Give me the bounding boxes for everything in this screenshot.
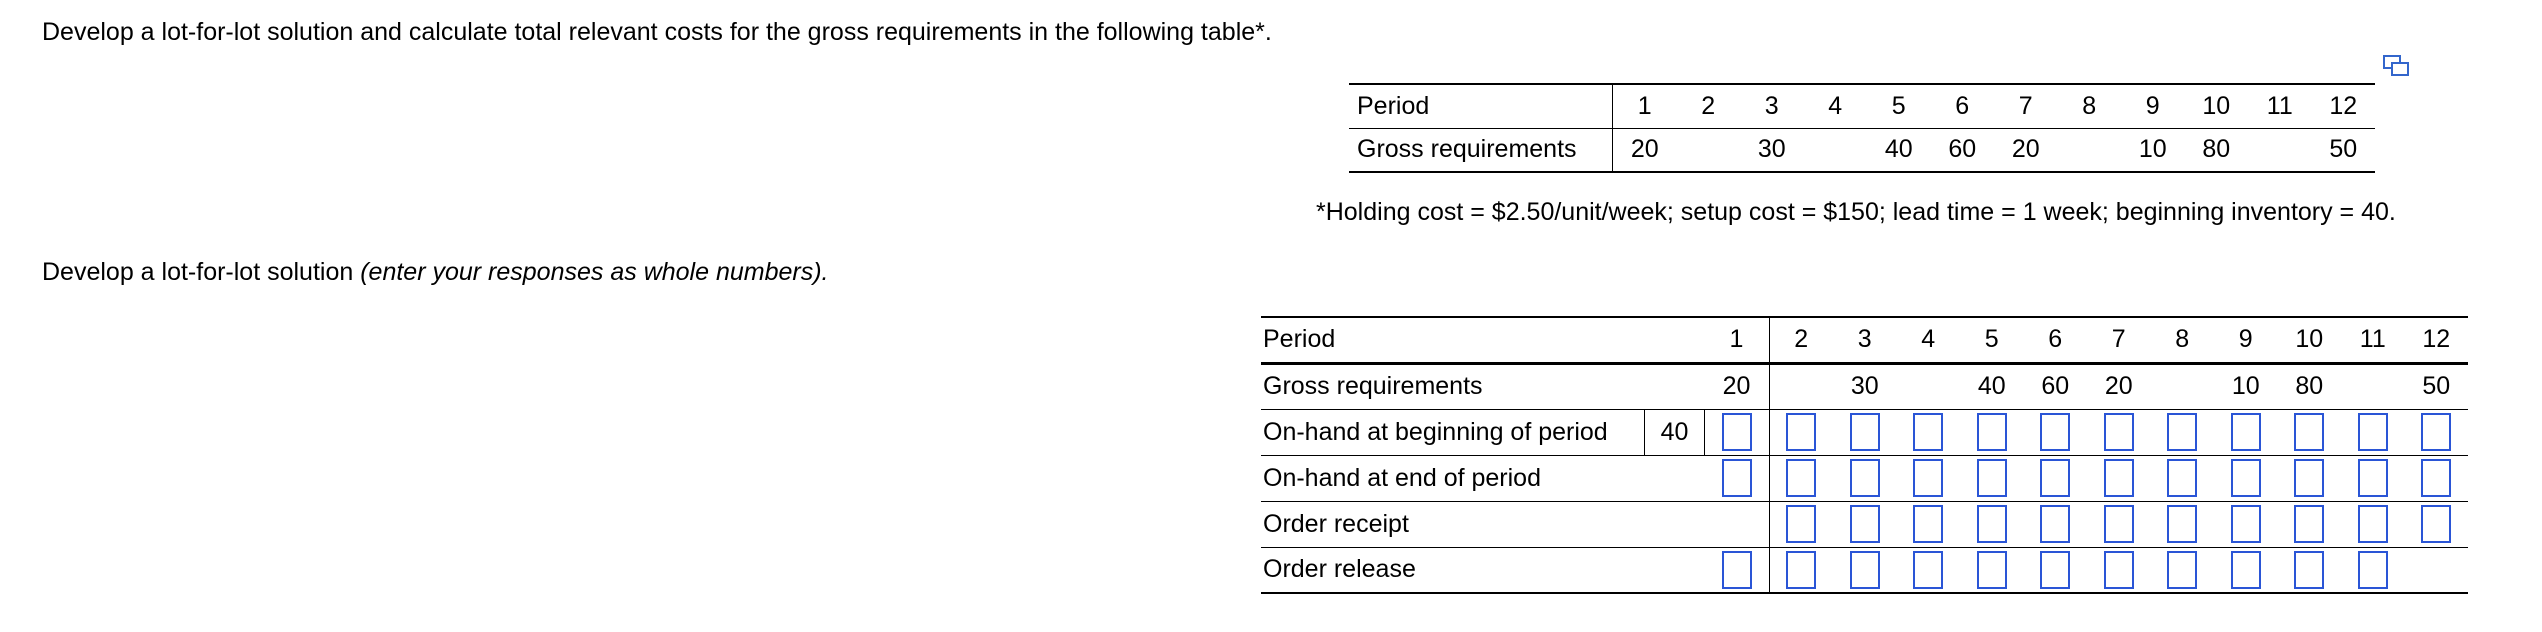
order-receipt-input-2[interactable]	[1786, 505, 1816, 543]
answer-period-12: 12	[2405, 317, 2469, 363]
order-release-cell-12	[2405, 547, 2469, 593]
on-hand-end-input-4[interactable]	[1913, 459, 1943, 497]
given-period-2: 2	[1677, 84, 1741, 128]
answer-period-11: 11	[2341, 317, 2405, 363]
given-gross-row	[1349, 128, 2375, 172]
order-release-input-3[interactable]	[1850, 551, 1880, 589]
order-release-label: Order release	[1263, 555, 1416, 584]
given-gross-11	[2248, 128, 2312, 172]
on-hand-end-input-1[interactable]	[1722, 459, 1752, 497]
given-table	[1349, 83, 2375, 173]
order-release-input-11[interactable]	[2358, 551, 2388, 589]
answer-gross-label: Gross requirements	[1261, 363, 1705, 409]
given-period-3: 3	[1740, 84, 1804, 128]
on-hand-begin-row	[1261, 409, 2468, 455]
answer-period-10: 10	[2278, 317, 2342, 363]
on-hand-end-input-9[interactable]	[2231, 459, 2261, 497]
order-release-input-7[interactable]	[2104, 551, 2134, 589]
on-hand-begin-input-6[interactable]	[2040, 413, 2070, 451]
on-hand-begin-input-4[interactable]	[1913, 413, 1943, 451]
given-gross-3: 30	[1757, 135, 1786, 164]
on-hand-begin-label: On-hand at beginning of period	[1261, 409, 1645, 455]
answer-gross-10: 80	[2278, 363, 2342, 409]
given-gross-label: Gross requirements	[1349, 128, 1613, 172]
answer-period-label: Period	[1261, 317, 1705, 363]
given-gross-9: 10	[2138, 135, 2167, 164]
answer-period-4: 4	[1897, 317, 1961, 363]
on-hand-end-input-10[interactable]	[2294, 459, 2324, 497]
given-gross-4	[1804, 128, 1868, 172]
given-gross-6: 60	[1948, 135, 1977, 164]
given-period-4: 4	[1804, 84, 1868, 128]
order-release-input-9[interactable]	[2231, 551, 2261, 589]
given-period-10: 10	[2185, 84, 2249, 128]
order-receipt-input-10[interactable]	[2294, 505, 2324, 543]
order-receipt-input-8[interactable]	[2167, 505, 2197, 543]
on-hand-end-input-2[interactable]	[1786, 459, 1816, 497]
on-hand-end-input-6[interactable]	[2040, 459, 2070, 497]
on-hand-begin-input-1[interactable]	[1722, 413, 1752, 451]
answer-gross-7: 20	[2087, 363, 2151, 409]
given-period-11: 11	[2248, 84, 2312, 128]
on-hand-end-input-12[interactable]	[2421, 459, 2451, 497]
answer-gross-row	[1261, 363, 2468, 409]
answer-gross-8	[2151, 363, 2215, 409]
given-period-8: 8	[2058, 84, 2122, 128]
on-hand-end-input-11[interactable]	[2358, 459, 2388, 497]
answer-period-3: 3	[1833, 317, 1897, 363]
given-gross-5: 40	[1884, 135, 1913, 164]
question-text: Develop a lot-for-lot solution and calculate total relevant costs for the gross requirements in the following table*.	[42, 18, 1272, 46]
order-receipt-input-5[interactable]	[1977, 505, 2007, 543]
answer-period-row	[1261, 317, 2468, 363]
given-period-1: 1	[1613, 84, 1677, 128]
answer-period-9: 9	[2214, 317, 2278, 363]
on-hand-begin-input-11[interactable]	[2358, 413, 2388, 451]
answer-gross-1: 20	[1705, 363, 1770, 409]
on-hand-begin-input-9[interactable]	[2231, 413, 2261, 451]
order-release-input-10[interactable]	[2294, 551, 2324, 589]
order-release-input-1[interactable]	[1722, 551, 1752, 589]
answer-period-6: 6	[2024, 317, 2088, 363]
part-instruction-hint: (enter your responses as whole numbers).	[360, 258, 829, 286]
copy-icon[interactable]	[2382, 54, 2410, 78]
beginning-inventory-value: 40	[1645, 409, 1705, 455]
given-gross-10: 80	[2202, 135, 2231, 164]
on-hand-begin-input-12[interactable]	[2421, 413, 2451, 451]
answer-gross-3: 30	[1833, 363, 1897, 409]
answer-gross-12: 50	[2405, 363, 2469, 409]
on-hand-end-label: On-hand at end of period	[1261, 455, 1705, 501]
order-release-input-2[interactable]	[1786, 551, 1816, 589]
cost-footnote: *Holding cost = $2.50/unit/week; setup cost = $150; lead time = 1 week; beginning inventory = 40.	[1316, 198, 2396, 226]
answer-period-8: 8	[2151, 317, 2215, 363]
order-release-input-5[interactable]	[1977, 551, 2007, 589]
given-period-6: 6	[1931, 84, 1995, 128]
part-instruction	[42, 258, 829, 287]
answer-period-7: 7	[2087, 317, 2151, 363]
order-release-input-4[interactable]	[1913, 551, 1943, 589]
given-gross-1: 20	[1630, 135, 1659, 164]
answer-period-1: 1	[1705, 317, 1770, 363]
given-gross-8	[2058, 128, 2122, 172]
on-hand-begin-input-10[interactable]	[2294, 413, 2324, 451]
order-receipt-input-11[interactable]	[2358, 505, 2388, 543]
answer-gross-11	[2341, 363, 2405, 409]
part-instruction-text: Develop a lot-for-lot solution	[42, 258, 361, 286]
given-period-7: 7	[1994, 84, 2058, 128]
on-hand-end-row	[1261, 455, 2468, 501]
order-release-row	[1261, 547, 2468, 593]
given-period-9: 9	[2121, 84, 2185, 128]
answer-table	[1261, 316, 2468, 594]
order-receipt-input-7[interactable]	[2104, 505, 2134, 543]
answer-period-2: 2	[1769, 317, 1833, 363]
given-period-label: Period	[1349, 84, 1613, 128]
order-receipt-input-3[interactable]	[1850, 505, 1880, 543]
order-receipt-row	[1261, 501, 2468, 547]
answer-period-5: 5	[1960, 317, 2024, 363]
answer-gross-9: 10	[2214, 363, 2278, 409]
order-receipt-input-9[interactable]	[2231, 505, 2261, 543]
order-receipt-input-4[interactable]	[1913, 505, 1943, 543]
order-release-input-8[interactable]	[2167, 551, 2197, 589]
answer-gross-4	[1897, 363, 1961, 409]
order-receipt-label: Order receipt	[1261, 501, 1705, 547]
order-receipt-input-6[interactable]	[2040, 505, 2070, 543]
given-gross-12: 50	[2329, 135, 2358, 164]
answer-gross-2	[1769, 363, 1833, 409]
on-hand-end-input-3[interactable]	[1850, 459, 1880, 497]
on-hand-end-input-8[interactable]	[2167, 459, 2197, 497]
given-period-row	[1349, 84, 2375, 128]
order-receipt-cell-1	[1705, 501, 1770, 547]
given-period-5: 5	[1867, 84, 1931, 128]
given-gross-7: 20	[2011, 135, 2040, 164]
given-gross-2	[1677, 128, 1741, 172]
on-hand-begin-input-7[interactable]	[2104, 413, 2134, 451]
on-hand-end-input-5[interactable]	[1977, 459, 2007, 497]
answer-gross-5: 40	[1960, 363, 2024, 409]
on-hand-begin-input-8[interactable]	[2167, 413, 2197, 451]
on-hand-begin-input-2[interactable]	[1786, 413, 1816, 451]
order-release-input-6[interactable]	[2040, 551, 2070, 589]
order-receipt-input-12[interactable]	[2421, 505, 2451, 543]
on-hand-begin-input-5[interactable]	[1977, 413, 2007, 451]
given-period-12: 12	[2312, 84, 2376, 128]
answer-gross-6: 60	[2024, 363, 2088, 409]
on-hand-end-input-7[interactable]	[2104, 459, 2134, 497]
on-hand-begin-input-3[interactable]	[1850, 413, 1880, 451]
